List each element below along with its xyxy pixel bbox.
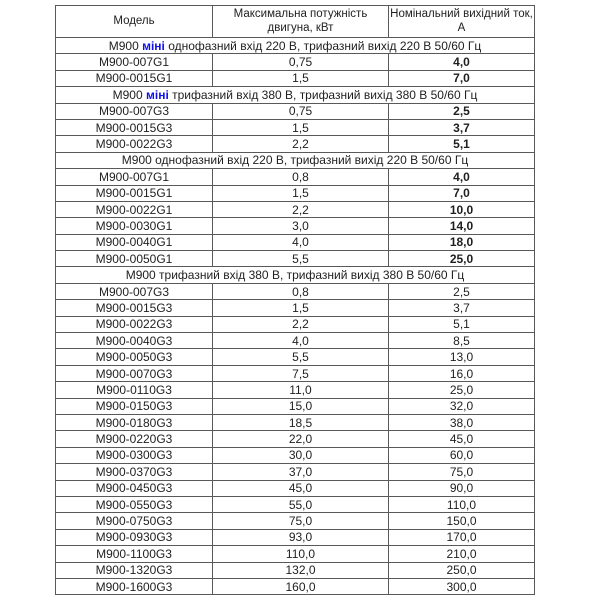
section-header-row	[56, 267, 535, 283]
power-cell: 18,5	[213, 414, 389, 430]
model-cell: M900-0015G3	[56, 119, 213, 135]
model-cell: M900-1100G3	[56, 546, 213, 562]
current-cell: 60,0	[389, 447, 535, 463]
current-cell: 45,0	[389, 431, 535, 447]
model-cell: M900-1600G3	[56, 578, 213, 594]
current-cell: 2,5	[389, 283, 535, 299]
power-cell: 4,0	[213, 234, 389, 250]
table-row	[56, 414, 535, 430]
model-cell: M900-0300G3	[56, 447, 213, 463]
section-header-row	[56, 152, 535, 168]
power-cell: 2,2	[213, 316, 389, 332]
model-cell: M900-0930G3	[56, 529, 213, 545]
table-row	[56, 283, 535, 299]
table-row	[56, 578, 535, 594]
table-row	[56, 562, 535, 578]
model-cell: M900-0180G3	[56, 414, 213, 430]
table-row	[56, 513, 535, 529]
model-cell: M900-0015G1	[56, 70, 213, 86]
header-row	[56, 6, 535, 38]
current-cell: 150,0	[389, 513, 535, 529]
power-cell: 3,0	[213, 218, 389, 234]
current-cell: 18,0	[389, 234, 535, 250]
table-row	[56, 546, 535, 562]
current-cell: 110,0	[389, 496, 535, 512]
table-row	[56, 201, 535, 217]
table-row	[56, 103, 535, 119]
current-cell: 300,0	[389, 578, 535, 594]
current-cell: 7,0	[389, 70, 535, 86]
power-cell: 11,0	[213, 382, 389, 398]
power-cell: 2,2	[213, 201, 389, 217]
model-cell: M900-0015G1	[56, 185, 213, 201]
column-header-power	[213, 6, 389, 38]
power-cell: 93,0	[213, 529, 389, 545]
mini-highlight-label: міні	[146, 87, 169, 102]
current-cell: 75,0	[389, 464, 535, 480]
power-cell: 1,5	[213, 70, 389, 86]
model-cell: M900-0450G3	[56, 480, 213, 496]
power-cell: 55,0	[213, 496, 389, 512]
column-header-power-line1: Максимальна потужність	[233, 8, 368, 20]
table-row	[56, 300, 535, 316]
model-cell: M900-007G1	[56, 169, 213, 185]
column-header-power-line2: двигуна, кВт	[267, 21, 334, 34]
model-cell: M900-0050G3	[56, 349, 213, 365]
power-cell: 2,2	[213, 136, 389, 152]
power-cell: 0,75	[213, 54, 389, 70]
model-cell: M900-0015G3	[56, 300, 213, 316]
current-cell: 25,0	[389, 382, 535, 398]
table-row	[56, 316, 535, 332]
power-cell: 45,0	[213, 480, 389, 496]
table-row	[56, 496, 535, 512]
power-cell: 7,5	[213, 365, 389, 381]
power-cell: 22,0	[213, 431, 389, 447]
model-cell: M900-007G3	[56, 103, 213, 119]
current-cell: 2,5	[389, 103, 535, 119]
power-cell: 15,0	[213, 398, 389, 414]
model-cell: M900-0040G3	[56, 333, 213, 349]
model-cell: M900-0220G3	[56, 431, 213, 447]
current-cell: 3,7	[389, 119, 535, 135]
model-cell: M900-0150G3	[56, 398, 213, 414]
column-header-current-line1: Номінальний вихідний ток,	[390, 8, 533, 20]
table-row	[56, 382, 535, 398]
power-cell: 4,0	[213, 333, 389, 349]
section-header-row	[56, 87, 535, 103]
current-cell: 250,0	[389, 562, 535, 578]
current-cell: 32,0	[389, 398, 535, 414]
table-row	[56, 119, 535, 135]
section-title: M900 міні однофазний вхід 220 В, трифазний вихід 220 В 50/60 Гц	[56, 38, 535, 54]
section-title: M900 трифазний вхід 380 В, трифазний вихід 380 В 50/60 Гц	[56, 267, 535, 283]
section-title: M900 міні трифазний вхід 380 В, трифазний вихід 380 В 50/60 Гц	[56, 87, 535, 103]
table-row	[56, 54, 535, 70]
table-row	[56, 185, 535, 201]
current-cell: 90,0	[389, 480, 535, 496]
table-row	[56, 365, 535, 381]
current-cell: 8,5	[389, 333, 535, 349]
power-cell: 30,0	[213, 447, 389, 463]
column-header-current	[389, 6, 535, 38]
power-cell: 0,8	[213, 169, 389, 185]
model-cell: M900-0040G1	[56, 234, 213, 250]
model-cell: M900-0022G1	[56, 201, 213, 217]
model-cell: M900-1320G3	[56, 562, 213, 578]
power-cell: 1,5	[213, 185, 389, 201]
current-cell: 210,0	[389, 546, 535, 562]
model-cell: M900-0550G3	[56, 496, 213, 512]
model-cell: M900-0370G3	[56, 464, 213, 480]
power-cell: 132,0	[213, 562, 389, 578]
current-cell: 5,1	[389, 316, 535, 332]
table-row	[56, 529, 535, 545]
table-row	[56, 464, 535, 480]
model-cell: M900-0750G3	[56, 513, 213, 529]
current-cell: 10,0	[389, 201, 535, 217]
model-cell: M900-007G1	[56, 54, 213, 70]
power-cell: 1,5	[213, 119, 389, 135]
table-row	[56, 431, 535, 447]
power-cell: 160,0	[213, 578, 389, 594]
current-cell: 14,0	[389, 218, 535, 234]
table-row	[56, 480, 535, 496]
current-cell: 13,0	[389, 349, 535, 365]
model-cell: M900-007G3	[56, 283, 213, 299]
motor-specs-table	[55, 5, 535, 595]
table-row	[56, 251, 535, 267]
current-cell: 16,0	[389, 365, 535, 381]
power-cell: 5,5	[213, 349, 389, 365]
mini-highlight-label: міні	[142, 38, 165, 53]
column-header-current-line2: А	[457, 21, 466, 34]
table-row	[56, 70, 535, 86]
table-row	[56, 234, 535, 250]
current-cell: 4,0	[389, 54, 535, 70]
model-cell: M900-0110G3	[56, 382, 213, 398]
current-cell: 4,0	[389, 169, 535, 185]
current-cell: 7,0	[389, 185, 535, 201]
power-cell: 37,0	[213, 464, 389, 480]
section-title: M900 однофазний вхід 220 В, трифазний вихід 220 В 50/60 Гц	[56, 152, 535, 168]
column-header-model: Модель	[56, 6, 213, 38]
table-row	[56, 447, 535, 463]
current-cell: 25,0	[389, 251, 535, 267]
section-header-row	[56, 38, 535, 54]
table-row	[56, 398, 535, 414]
table-row	[56, 333, 535, 349]
current-cell: 38,0	[389, 414, 535, 430]
power-cell: 110,0	[213, 546, 389, 562]
table-row	[56, 136, 535, 152]
table-row	[56, 169, 535, 185]
current-cell: 5,1	[389, 136, 535, 152]
model-cell: M900-0030G1	[56, 218, 213, 234]
power-cell: 5,5	[213, 251, 389, 267]
model-cell: M900-0070G3	[56, 365, 213, 381]
model-cell: M900-0022G3	[56, 316, 213, 332]
power-cell: 0,75	[213, 103, 389, 119]
power-cell: 0,8	[213, 283, 389, 299]
power-cell: 75,0	[213, 513, 389, 529]
specs-table-body	[56, 38, 535, 595]
table-row	[56, 218, 535, 234]
power-cell: 1,5	[213, 300, 389, 316]
current-cell: 3,7	[389, 300, 535, 316]
current-cell: 170,0	[389, 529, 535, 545]
model-cell: M900-0050G1	[56, 251, 213, 267]
model-cell: M900-0022G3	[56, 136, 213, 152]
table-row	[56, 349, 535, 365]
